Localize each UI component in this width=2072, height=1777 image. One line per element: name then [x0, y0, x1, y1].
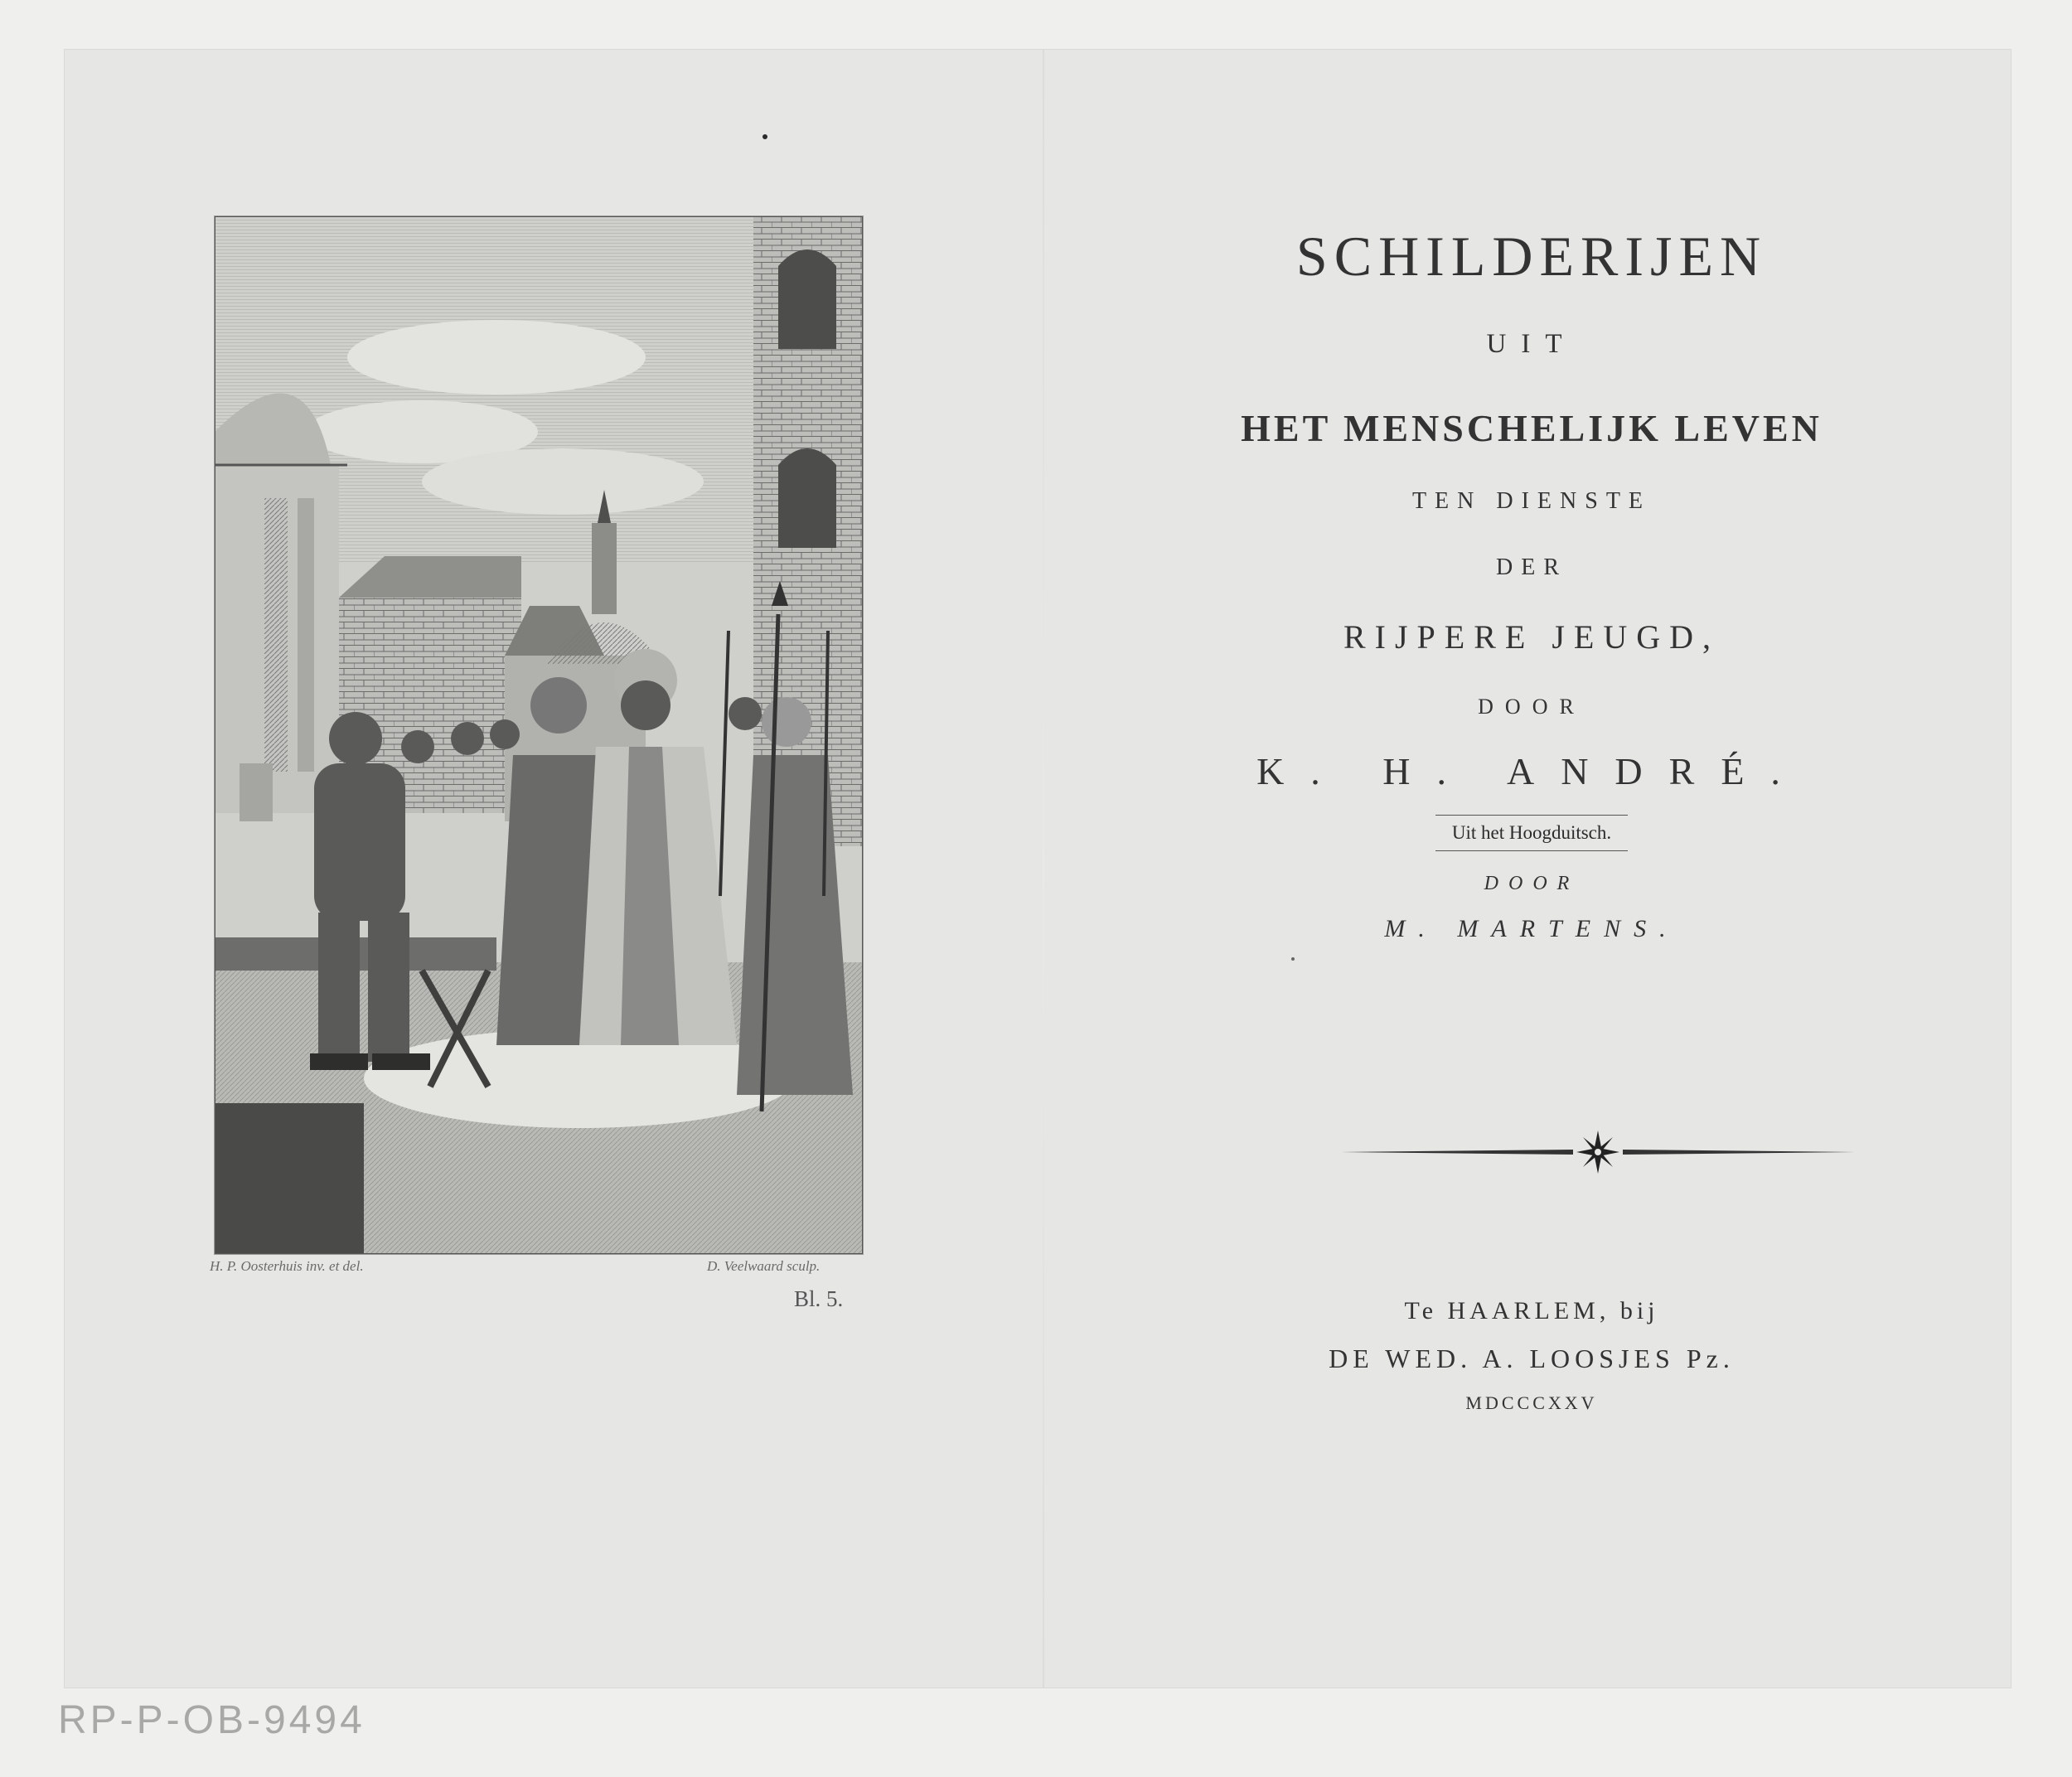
engraving-illustration: [214, 215, 864, 1255]
ornament-star-divider: [1341, 1127, 1855, 1177]
title-line-het-menschelijk-leven: HET MENSCHELIJK LEVEN: [1241, 407, 1823, 449]
imprint-city: Te HAARLEM, bij: [1404, 1297, 1659, 1324]
book-title: SCHILDERIJEN: [1295, 225, 1768, 288]
imprint-publisher: DE WED. A. LOOSJES Pz.: [1329, 1344, 1735, 1373]
translation-note: Uit het Hoogduitsch.: [1435, 815, 1628, 851]
plate-number: Bl. 5.: [794, 1286, 844, 1311]
title-line-ten-dienste: TEN DIENSTE: [1411, 488, 1652, 514]
title-line-uit: UIT: [1486, 329, 1577, 359]
author-name: K. H. ANDRÉ.: [1256, 750, 1807, 792]
title-line-rijpere-jeugd: RIJPERE JEUGD,: [1343, 618, 1721, 656]
accession-number: RP-P-OB-9494: [58, 1698, 366, 1742]
ink-speck: [762, 134, 767, 139]
title-line-door-translator: DOOR: [1484, 873, 1580, 894]
title-page: [1159, 224, 1905, 943]
translator-name: M. MARTENS.: [1384, 915, 1679, 942]
center-fold: [1043, 50, 1044, 1687]
title-line-der: DER: [1496, 554, 1567, 580]
title-line-door: DOOR: [1478, 695, 1585, 719]
book-spread: [65, 50, 2011, 1687]
imprint-year: MDCCCXXV: [1465, 1392, 1598, 1413]
engraving-credit-right: D. Veelwaard sculp.: [707, 1258, 821, 1274]
imprint: [1159, 1297, 1905, 1414]
ink-speck: [1291, 957, 1295, 961]
engraving-credit-left: H. P. Oosterhuis inv. et del.: [210, 1258, 364, 1274]
